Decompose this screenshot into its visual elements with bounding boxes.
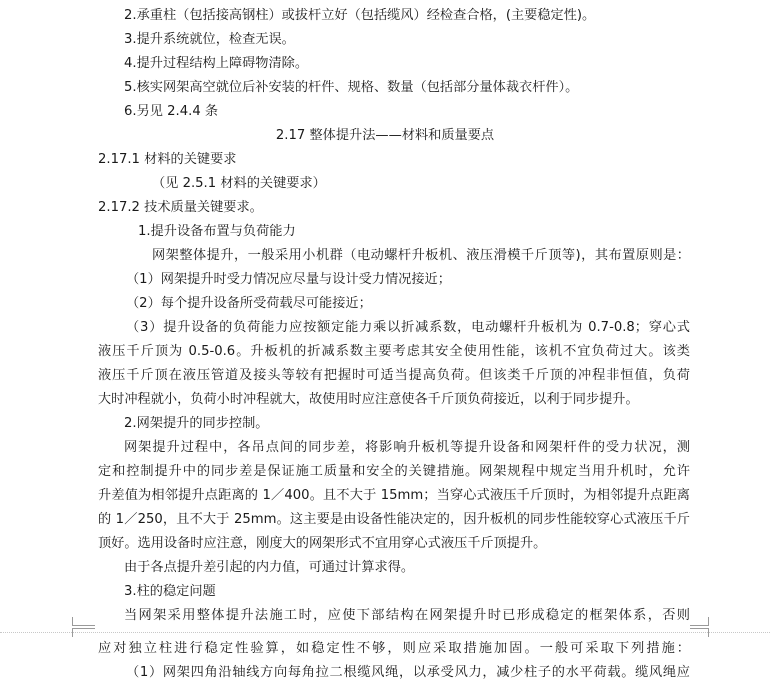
para-sync-line-5: 顶好。选用设备时应注意，刚度大的网架形式不宜用穿心式液压千斤顶提升。: [98, 536, 547, 551]
para-sync-line-2: 定和控制提升中的同步差是保证施工质量和安全的关键措施。网架规程中规定当用升机时，允许: [98, 464, 690, 479]
page-corner-mark: [72, 628, 95, 637]
section-heading: 2.17 整体提升法——材料和质量要点: [275, 128, 495, 143]
para-internal-force: 由于各点提升差引起的内力值，可通过计算求得。: [124, 560, 415, 575]
para-sync-line-3: 升差值为相邻提升点距离的 1／400。且不大于 15mm；当穿心式液压千斤顶时，为相邻提升点距离: [98, 488, 690, 503]
doc-line-5: 6.另见 2.4.4 条: [124, 104, 219, 119]
para-sync-line-4: 的 1／250，且不大于 25mm。这主要是由设备性能决定的，因升板机的同步性能较穿心式液压千斤: [98, 512, 690, 527]
list-item-3-line-4: 大时冲程就小，负荷小时冲程就大，故使用时应注意使各千斤顶负荷接近，以利于同步提升。: [98, 392, 639, 407]
subsection-2-17-2: 2.17.2 技术质量关键要求。: [98, 200, 263, 215]
list-item-3-line-1: （3）提升设备的负荷能力应按额定能力乘以折减系数，电动螺杆升板机为 0.7-0.8；穿心式: [126, 320, 690, 335]
para-stability-line-2: 应对独立柱进行稳定性验算，如稳定性不够，则应采取措施加固。一般可采取下列措施：: [98, 641, 690, 656]
page-corner-mark: [690, 617, 709, 626]
heading-sync-control: 2.网架提升的同步控制。: [124, 416, 269, 431]
list-item-3-line-3: 液压千斤顶在液压管道及接头等较有把握时可适当提高负荷。但该类千斤顶的冲程非恒值，负荷: [98, 368, 690, 383]
measure-item-1: （1）网架四角沿轴线方向每角拉二根缆风绳，以承受风力，减少柱子的水平荷载。缆风绳应: [126, 665, 690, 680]
page-separator: [0, 632, 770, 633]
doc-line-3: 4.提升过程结构上障碍物清除。: [124, 56, 309, 71]
para-stability-line-1: 当网架采用整体提升法施工时，应使下部结构在网架提升时已形成稳定的框架体系，否则: [124, 608, 690, 623]
subsection-2-17-1: 2.17.1 材料的关键要求: [98, 152, 237, 167]
para-sync-line-1: 网架提升过程中，各吊点间的同步差，将影响升板机等提升设备和网架杆件的受力状况，测: [124, 440, 690, 455]
para-lifting-intro: 网架整体提升，一般采用小机群（电动螺杆升板机、液压滑模千斤顶等)，其布置原则是：: [152, 248, 690, 263]
list-item-3-line-2: 液压千斤顶为 0.5-0.6。升板机的折减系数主要考虑其安全使用性能，该机不宜负荷过大。该类: [98, 344, 690, 359]
page-corner-mark: [690, 628, 709, 637]
list-item-1: （1）网架提升时受力情况应尽量与设计受力情况接近；: [126, 272, 451, 287]
heading-lifting-equipment: 1.提升设备布置与负荷能力: [138, 224, 296, 239]
doc-line-1: 2.承重柱（包括接高钢柱）或拔杆立好（包括缆风）经检查合格，(主要稳定性)。: [124, 8, 596, 23]
page-corner-mark: [72, 617, 95, 626]
doc-line-4: 5.核实网架高空就位后补安装的杆件、规格、数量（包括部分量体裁衣杆件）。: [124, 80, 579, 95]
doc-line-2: 3.提升系统就位，检查无误。: [124, 32, 295, 47]
list-item-2: （2）每个提升设备所受荷载尽可能接近；: [126, 296, 372, 311]
doc-line-see-ref: （见 2.5.1 材料的关键要求）: [152, 176, 326, 191]
heading-column-stability: 3.柱的稳定问题: [124, 584, 216, 599]
